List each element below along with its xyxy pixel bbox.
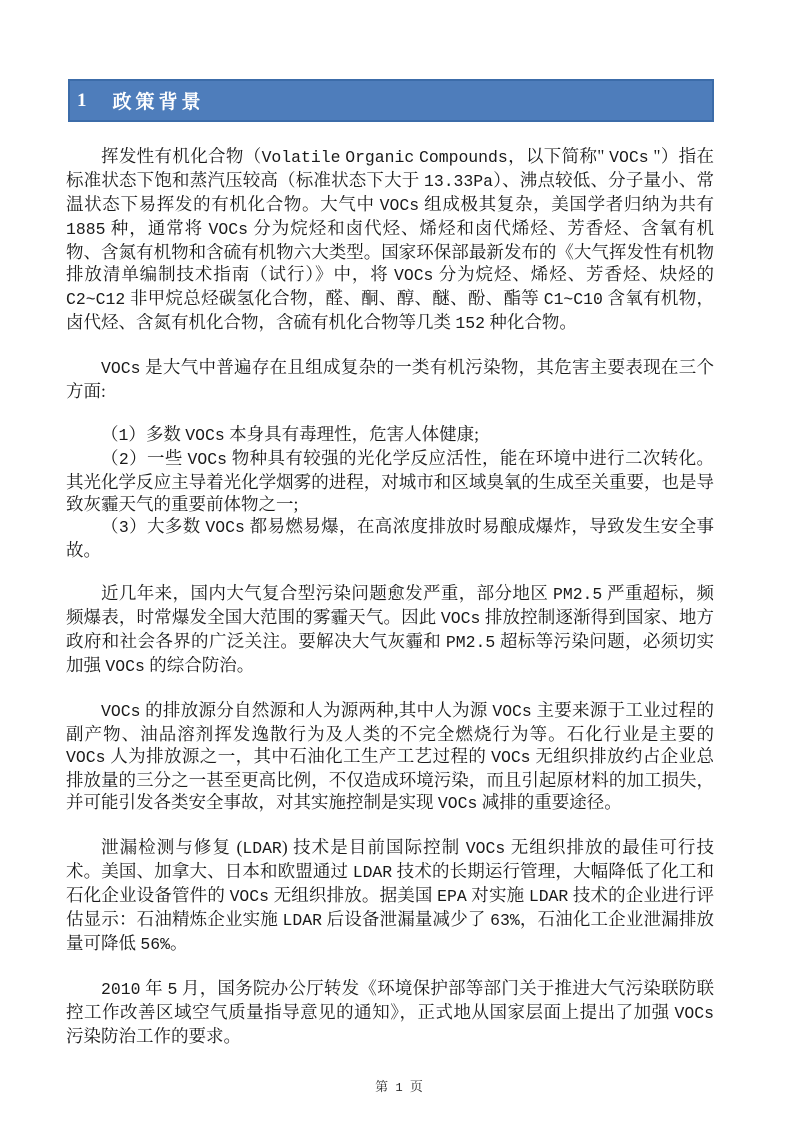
document-body — [66, 145, 714, 1068]
paragraph-voc-hazards-intro: VOCs 是大气中普遍存在且组成复杂的一类有机污染物，其危害主要表现在三个方面: — [66, 357, 714, 401]
page-number: 第 1 页 — [375, 1079, 425, 1095]
paragraph-2010-policy: 2010 年 5 月，国务院办公厅转发《环境保护部等部门关于推进大气污染联防联控工作改善区域空气质量指导意见的通知》，正式地从国家层面上提出了加强 VOCs 污染防治工作的要求。 — [66, 978, 715, 1046]
paragraph-ldar-technology: 泄漏检测与修复 (LDAR) 技术是目前国际控制 VOCs 无组织排放的最佳可行技术。美国、加拿大、日本和欧盟通过 LDAR 技术的长期运行管理，大幅降低了化工和石化企业设备管件的 VOCs 无组织排放。据美国 EPA 对实施 LDAR 技术的企业进行评估显示：石油精炼企业实施 LDAR 后设备泄漏量减少了 63%，石油化工企业泄漏排放量可降低 56%。 — [66, 837, 715, 954]
list-item-hazard-2: （2）一些 VOCs 物种具有较强的光化学反应活性，能在环境中进行二次转化。其光化学反应主导着光化学烟雾的进程，对城市和区域臭氧的生成至关重要，也是导致灰霾天气的重要前体物之一; — [66, 448, 715, 514]
list-item-hazard-1: （1）多数 VOCs 本身具有毒理性，危害人体健康; — [101, 424, 479, 445]
section-heading-bar — [68, 79, 714, 122]
list-item-hazard-3: （3）大多数 VOCs 都易燃易爆，在高浓度排放时易酿成爆炸，导致发生安全事故。 — [66, 516, 715, 560]
paragraph-voc-definition: 挥发性有机化合物（Volatile Organic Compounds，以下简称" VOCs "）指在标准状态下饱和蒸汽压较高（标准状态下大于 13.33Pa）、沸点较低、分子量小、常温状态下易挥发的有机化合物。大气中 VOCs 组成极其复杂，美国学者归纳为共有 1885 种，通常将 VOCs 分为烷烃和卤代烃、烯烃和卤代烯烃、芳香烃、含氧有机物、含氮有机物和含硫有机物六大类型。国家环保部最新发布的《大气挥发性有机物排放清单编制技术指南（试行）》中，将 VOCs 分为烷烃、烯烃、芳香烃、炔烃的 C2~C12 非甲烷总烃碳氢化合物，醛、酮、醇、醚、酚、酯等 C1~C10 含氧有机物，卤代烃、含氮有机化合物，含硫有机化合物等几类 152 种化合物。 — [66, 146, 715, 333]
section-title: 政策背景 — [112, 92, 205, 113]
paragraph-pm25-smog: 近几年来，国内大气复合型污染问题愈发严重，部分地区 PM2.5 严重超标，频频爆表，时常爆发全国大范围的雾霾天气。因此 VOCs 排放控制逐渐得到国家、地方政府和社会各界的广泛关注。要解决大气灰霾和 PM2.5 超标等污染问题，必须切实加强 VOCs 的综合防治。 — [66, 583, 715, 676]
paragraph-emission-sources: VOCs 的排放源分自然源和人为源两种,其中人为源 VOCs 主要来源于工业过程的副产物、油品溶剂挥发逸散行为及人类的不完全燃烧行为等。石化行业是主要的 VOCs 人为排放源之一，其中石油化工生产工艺过程的 VOCs 无组织排放约占企业总排放量的三分之一甚至更高比例，不仅造成环境污染，而且引起原材料的加工损失，并可能引发各类安全事故，对其实施控制是实现 VOCs 减排的重要途径。 — [66, 700, 715, 813]
page-footer — [0, 1076, 800, 1095]
section-number: 1 — [77, 89, 87, 111]
